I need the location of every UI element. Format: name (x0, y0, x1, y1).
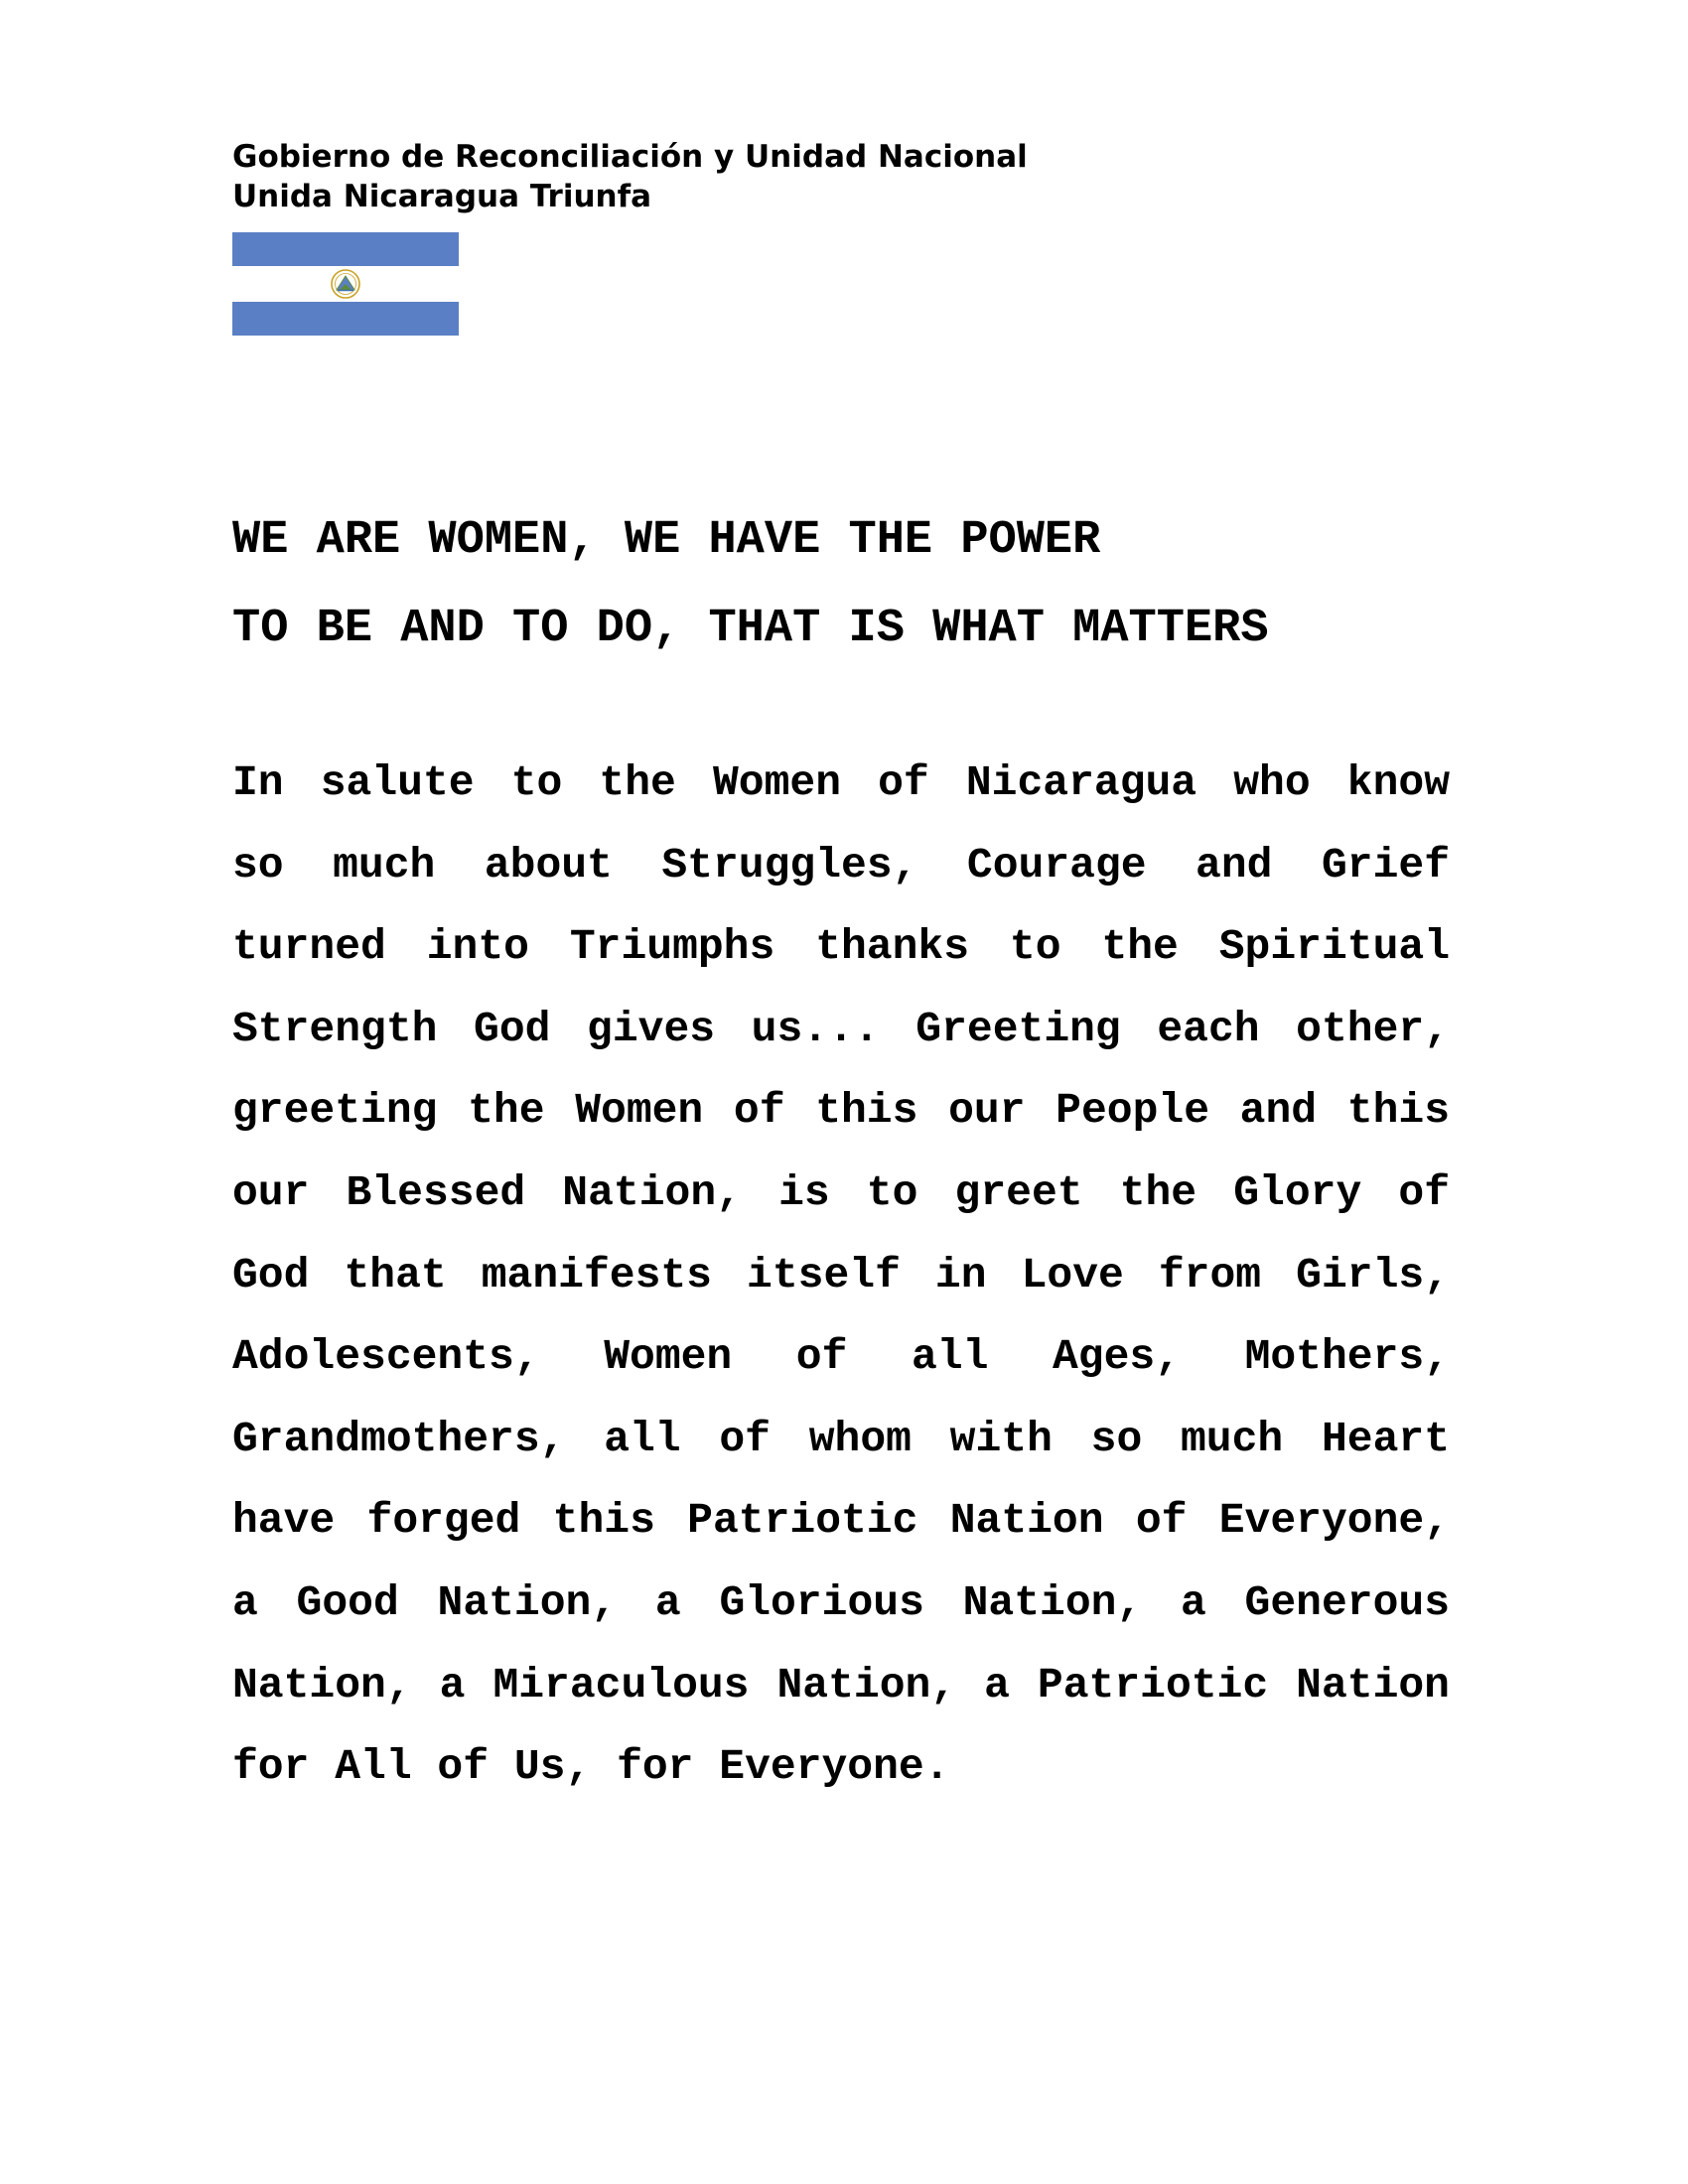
document-header (232, 137, 1028, 216)
paragraph-line: a Good Nation, a Glorious Nation, a Generous (232, 1577, 1450, 1627)
paragraph-line: greeting the Women of this our People and this (232, 1086, 1450, 1136)
paragraph-line: God that manifests itself in Love from Girls, (232, 1250, 1450, 1299)
paragraph-line: for All of Us, for Everyone. (232, 1742, 950, 1792)
paragraph-line: Strength God gives us... Greeting each other, (232, 1004, 1450, 1053)
paragraph-line: Nation, a Miraculous Nation, a Patriotic Nation (232, 1660, 1450, 1709)
title-line: WE ARE WOMEN, WE HAVE THE POWER (232, 514, 1101, 567)
paragraph-line: turned into Triumphs thanks to the Spiritual (232, 922, 1450, 972)
header-slogan: Unida Nicaragua Triunfa (232, 179, 652, 214)
body-paragraph (232, 743, 1450, 1809)
title-line: TO BE AND TO DO, THAT IS WHAT MATTERS (232, 603, 1269, 655)
paragraph-line: so much about Struggles, Courage and Grief (232, 840, 1450, 889)
document-title (232, 496, 1269, 673)
paragraph-line: In salute to the Women of Nicaragua who know (232, 758, 1450, 807)
header-government-name: Gobierno de Reconciliación y Unidad Nacional (232, 139, 1028, 175)
paragraph-line: our Blessed Nation, is to greet the Glory of (232, 1167, 1450, 1217)
paragraph-line: Grandmothers, all of whom with so much Heart (232, 1414, 1450, 1463)
flag-of-nicaragua (232, 232, 459, 336)
paragraph-line: Adolescents, Women of all Ages, Mothers, (232, 1332, 1450, 1382)
paragraph-line: have forged this Patriotic Nation of Everyone, (232, 1496, 1450, 1546)
